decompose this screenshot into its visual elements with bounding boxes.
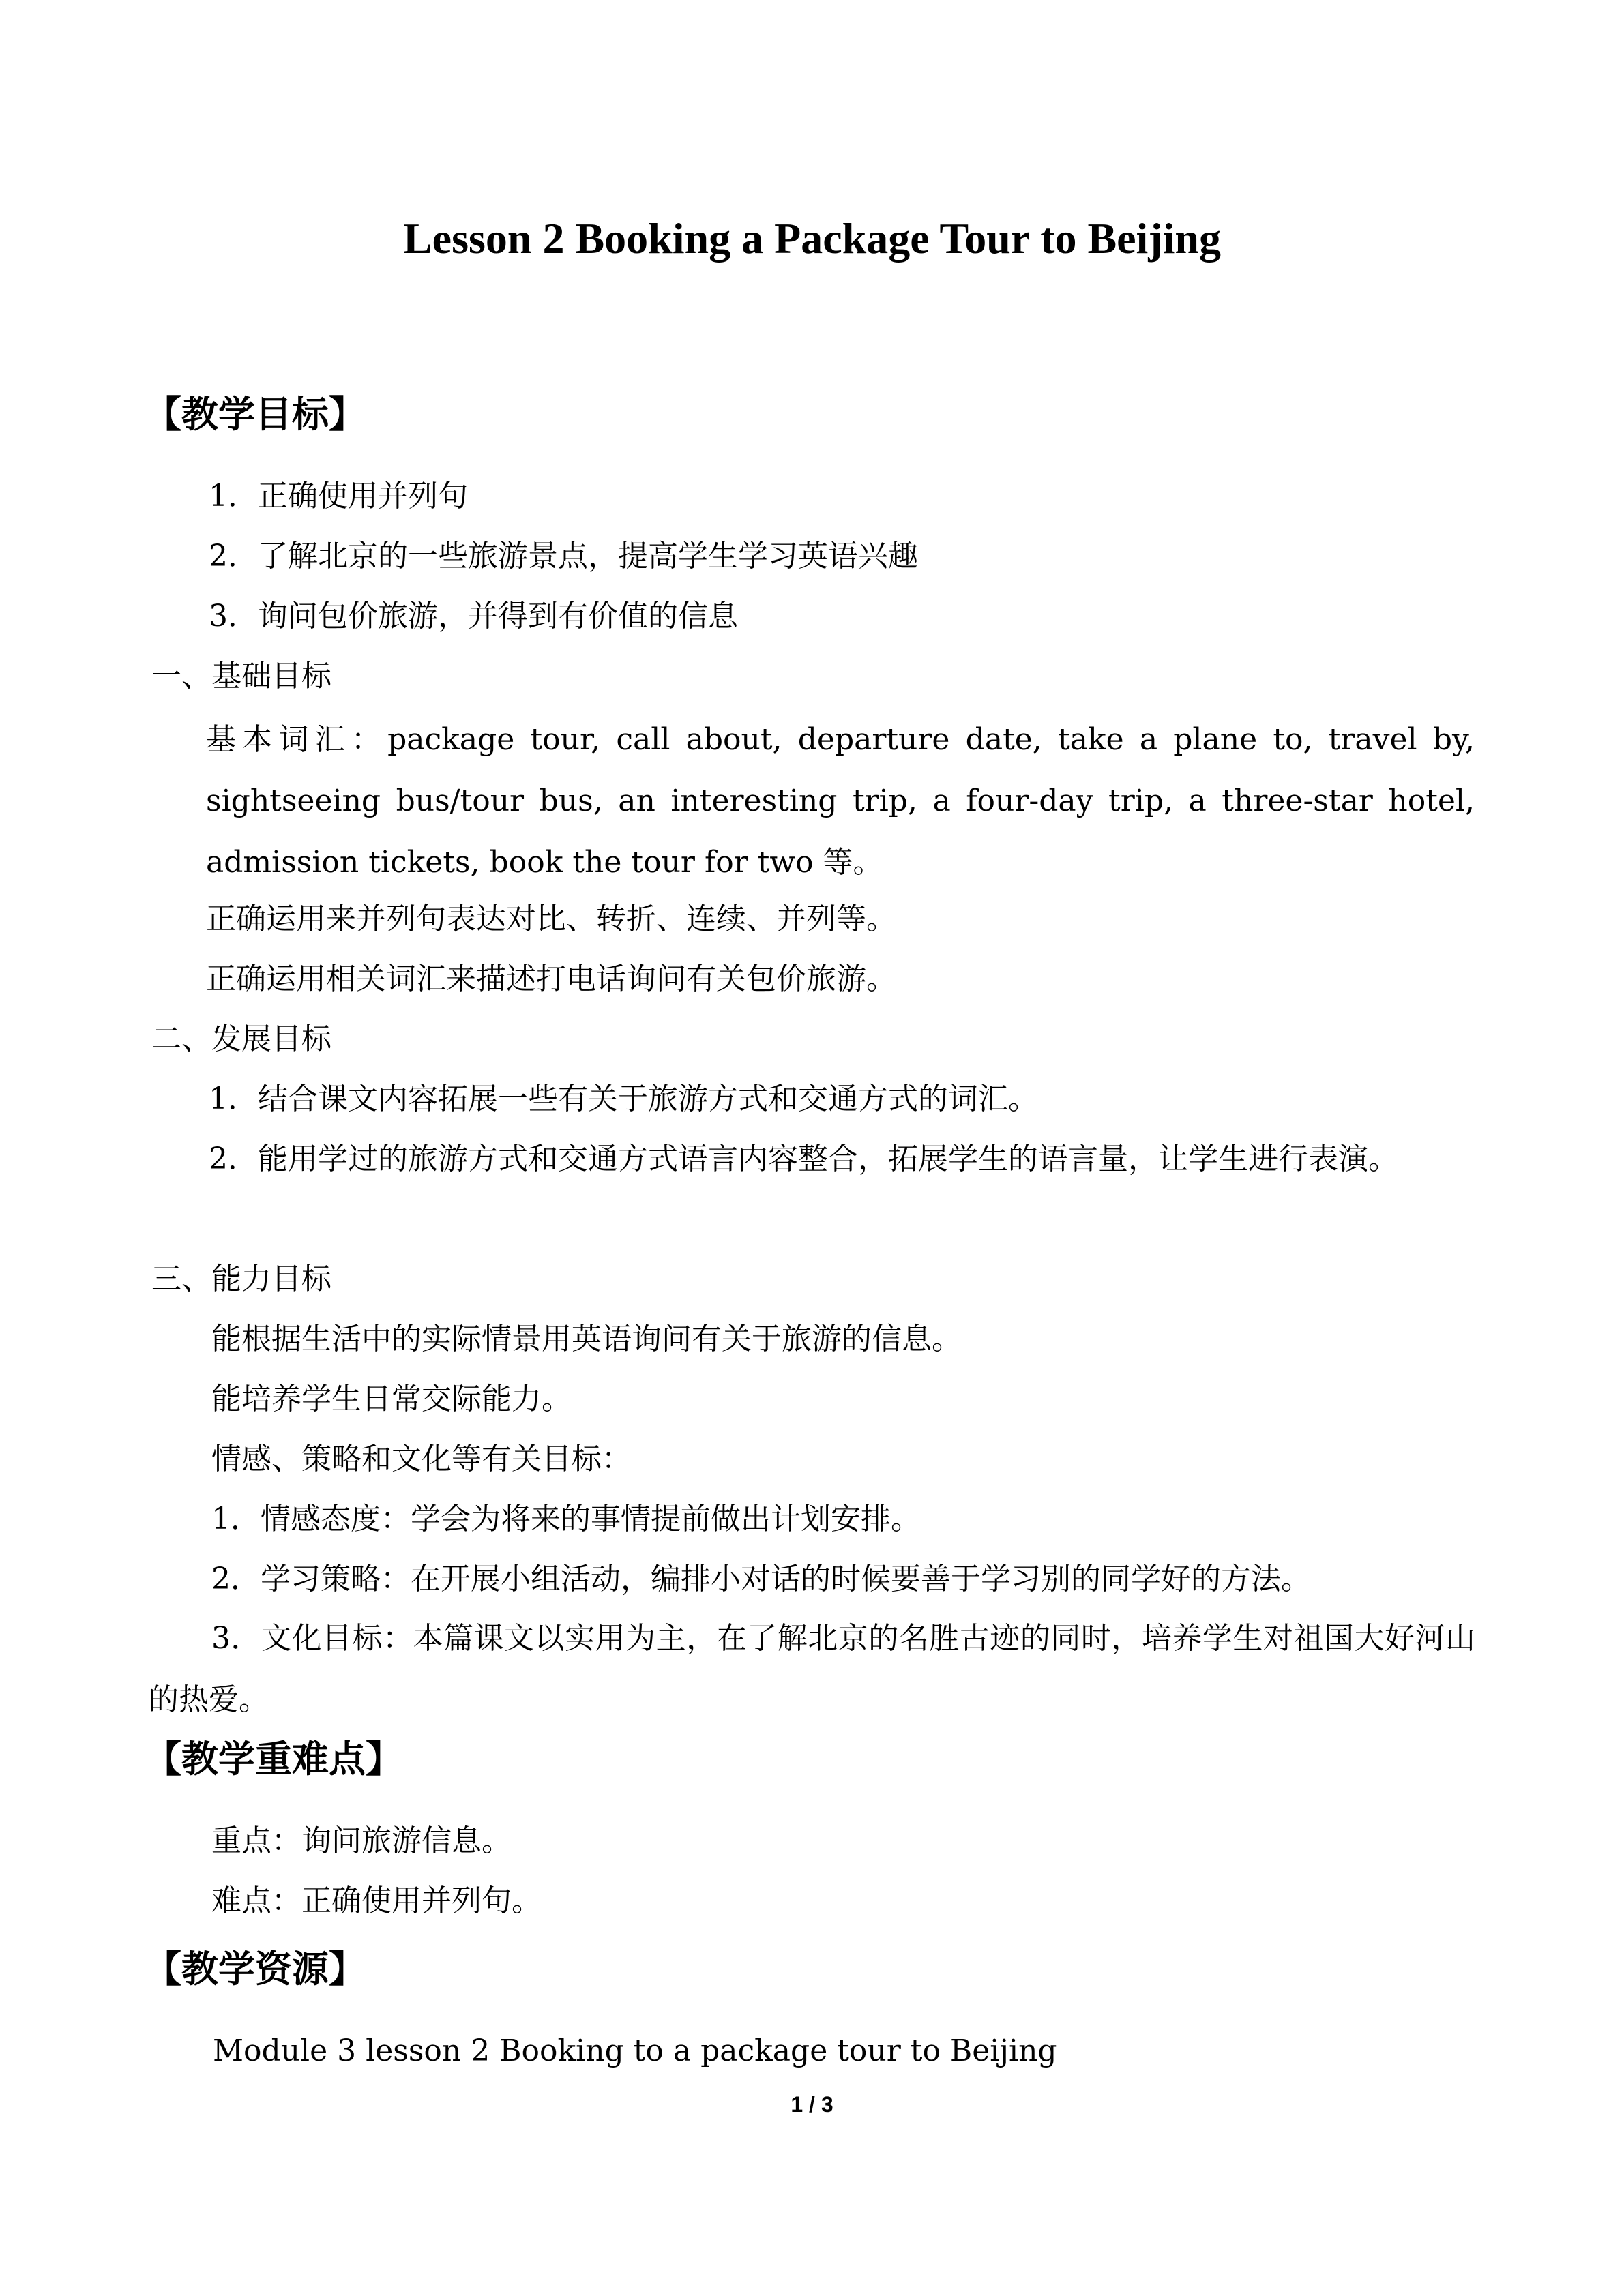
basic-vocabulary: 基本词汇：package tour, call about, departure date, take a plane to, travel by, sightseeing bus/tour bus, an interesting trip, a four-day trip, a three-star hotel, admission tickets, book the tour for two 等。 [206,722,1475,880]
development-item-2: 2．能用学过的旅游方式和交通方式语言内容整合，拓展学生的语言量，让学生进行表演。 [209,1142,1398,1176]
key-point-difficulty: 难点：正确使用并列句。 [211,1883,542,1918]
ability-line-1: 能根据生活中的实际情景用英语询问有关于旅游的信息。 [211,1322,962,1356]
key-point-focus: 重点：询问旅游信息。 [211,1823,512,1858]
ability-goals-heading: 三、能力目标 [151,1262,331,1296]
basic-goal-line-2: 正确运用相关词汇来描述打电话询问有关包价旅游。 [206,961,896,996]
resources-heading: 【教学资源】 [145,1948,366,1991]
ability-line-5: 2．学习策略：在开展小组活动，编排小对话的时候要善于学习别的同学好的方法。 [211,1562,1311,1596]
document-title: Lesson 2 Booking a Package Tour to Beijing [402,214,1222,263]
objectives-heading: 【教学目标】 [145,393,366,436]
objective-item-1: 1．正确使用并列句 [209,479,468,513]
development-item-1: 1．结合课文内容拓展一些有关于旅游方式和交通方式的词汇。 [209,1082,1038,1116]
basic-goals-heading: 一、基础目标 [151,659,331,694]
development-goals-heading: 二、发展目标 [151,1022,331,1056]
ability-culture-goal: 3．文化目标：本篇课文以实用为主，在了解北京的名胜古迹的同时，培养学生对祖国大好河山的热爱。 [149,1621,1475,1717]
basic-goal-line-1: 正确运用来并列句表达对比、转折、连续、并列等。 [206,901,896,936]
objective-item-2: 2．了解北京的一些旅游景点，提高学生学习英语兴趣 [209,539,918,573]
page-number: 1 / 3 [791,2092,833,2117]
objective-item-3: 3．询问包价旅游，并得到有价值的信息 [209,599,738,633]
ability-line-4: 1．情感态度：学会为将来的事情提前做出计划安排。 [211,1502,921,1536]
key-points-heading: 【教学重难点】 [145,1738,402,1780]
ability-line-2: 能培养学生日常交际能力。 [211,1382,572,1416]
ability-line-3: 情感、策略和文化等有关目标： [211,1442,632,1476]
resources-text: Module 3 lesson 2 Booking to a package tour to Beijing [213,2033,1057,2068]
